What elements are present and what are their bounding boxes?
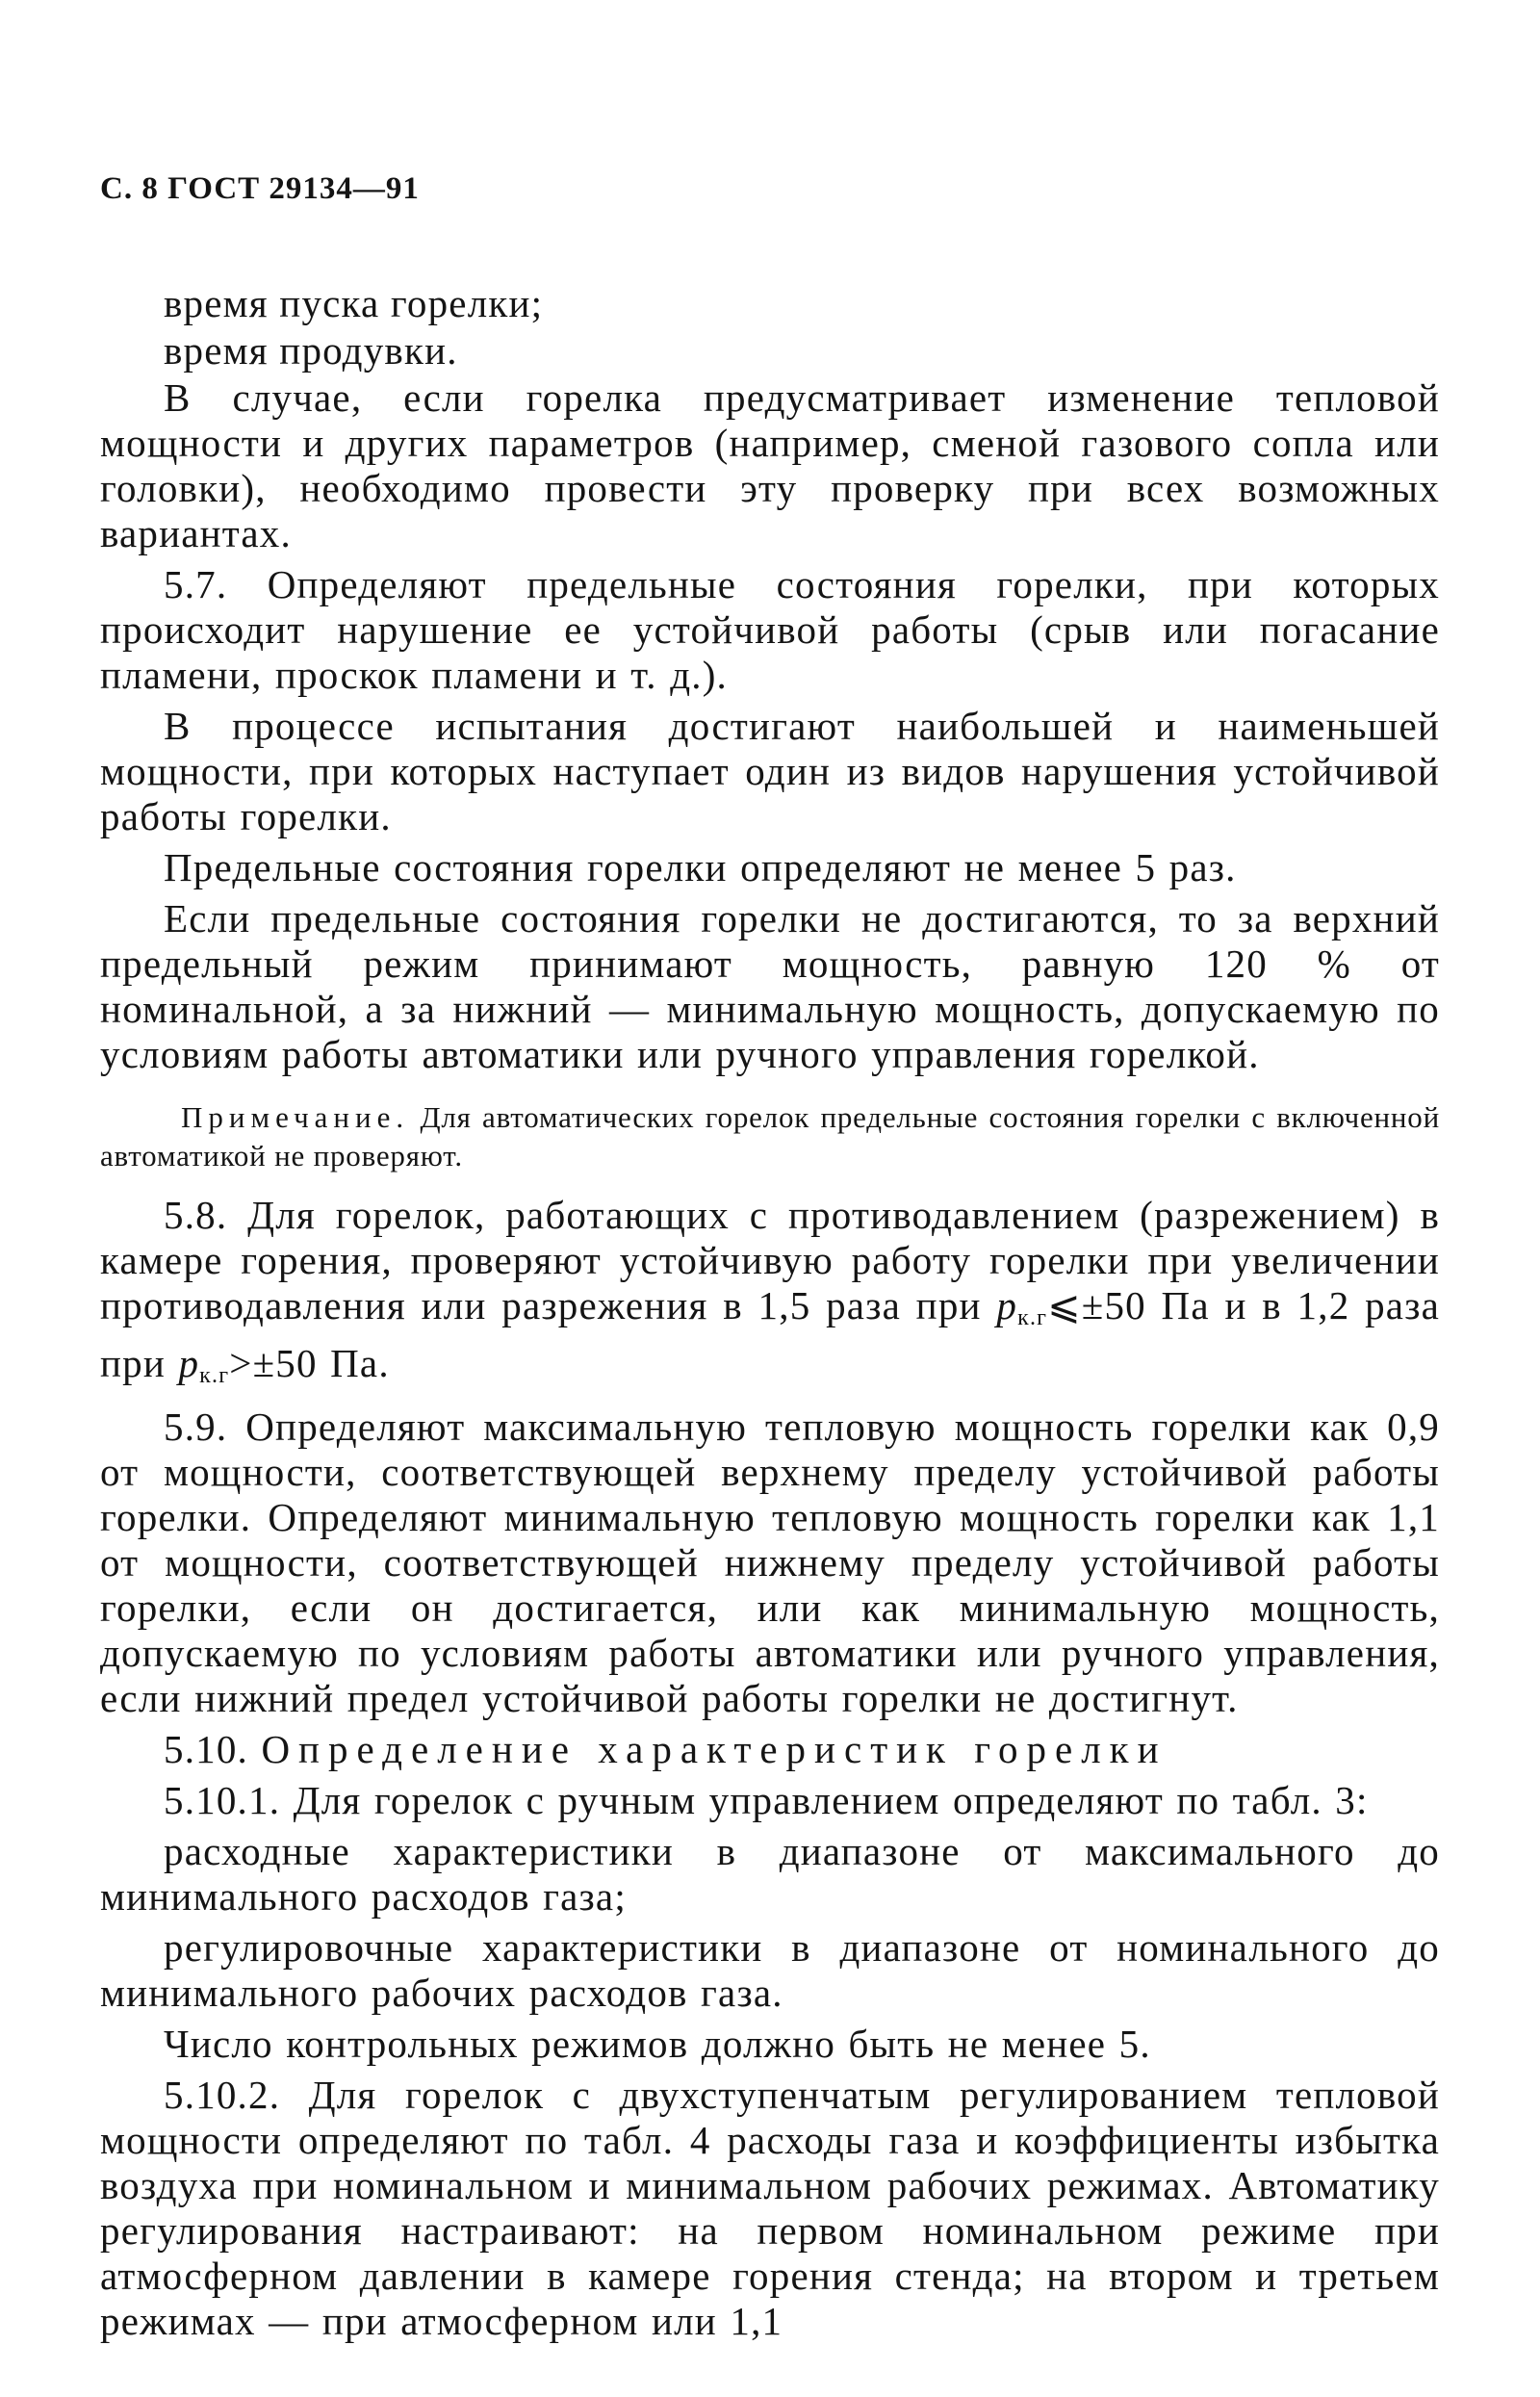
note-text: Для автоматических горелок предельные состояния горелки с включенной автоматикой не проверяют. bbox=[100, 1100, 1440, 1173]
item-flow-characteristics: расходные характеристики в диапазоне от максимального до минимального расходов газа; bbox=[100, 1829, 1440, 1919]
paragraph-5-10-2: 5.10.2. Для горелок с двухступенчатым регулированием тепловой мощности определяют по табл. 4 расходы газа и коэффициенты избытка воздуха при номинальном и минимальном рабочих режимах. Автоматику регулирования настраивают: на первом номинальном режиме при атмосферном давлении в камере горения стенда; на втором и третьем режимах — при атмосферном или 1,1 bbox=[100, 2073, 1440, 2343]
note-label: Примечание. bbox=[181, 1100, 410, 1134]
section-5-10-number: 5.10. bbox=[164, 1727, 248, 1771]
p58-sub-2: к.г bbox=[199, 1363, 230, 1388]
page-header: С. 8 ГОСТ 29134—91 bbox=[100, 171, 420, 206]
paragraph-5-10-1: 5.10.1. Для горелок с ручным управлением определяют по табл. 3: bbox=[164, 1778, 1369, 1822]
paragraph-5-7: 5.7. Определяют предельные состояния горелки, при которых происходит нарушение ее устойчивой работы (срыв или погасание пламени, проскок пламени и т. д.). bbox=[100, 562, 1440, 697]
p58-symbol-2: p bbox=[178, 1341, 200, 1385]
section-5-10-title: Определение характеристик горелки bbox=[261, 1727, 1168, 1771]
paragraph-variants: В случае, если горелка предусматривает изменение тепловой мощности и других параметров (например, сменой газового сопла или головки), необходимо провести эту проверку при всех возможных вариантах. bbox=[100, 375, 1440, 555]
p58-symbol-1: p bbox=[996, 1283, 1018, 1327]
paragraph-test-limits: В процессе испытания достигают наибольшей и наименьшей мощности, при которых наступает один из видов нарушения устойчивой работы горелки. bbox=[100, 704, 1440, 838]
section-5-10-heading bbox=[100, 1727, 1440, 1772]
p58-sub-1: к.г bbox=[1017, 1305, 1048, 1330]
p58-cond-2: >±50 Па. bbox=[229, 1341, 390, 1385]
item-control-modes: Число контрольных режимов должно быть не менее 5. bbox=[164, 2022, 1151, 2066]
paragraph-5-8 bbox=[100, 1193, 1440, 1399]
paragraph-repeat-count: Предельные состояния горелки определяют не менее 5 раз. bbox=[164, 845, 1237, 889]
paragraph-upper-limit: Если предельные состояния горелки не достигаются, то за верхний предельный режим принимают мощность, равную 120 % от номинальной, а за нижний — минимальную мощность, допускаемую по условиям работы автоматики или ручного управления горелкой. bbox=[100, 896, 1440, 1076]
p58-text: 5.8. Для горелок, работающих с противодавлением (разрежением) в камере горения, проверяют устойчивую работу горелки при увеличении противодавления или разрежения в 1,5 раза при bbox=[100, 1193, 1440, 1327]
p58-cond-1: ⩽±50 Па и в 1,2 раза при bbox=[100, 1283, 1440, 1385]
list-line-purge-time: время продувки. bbox=[164, 328, 458, 373]
paragraph-5-9: 5.9. Определяют максимальную тепловую мощность горелки как 0,9 от мощности, соответствующей верхнему пределу устойчивой работы горелки. Определяют минимальную тепловую мощность горелки как 1,1 от мощности, соответствующей нижнему пределу устойчивой работы горелки, если он достигается, или как минимальную мощность, допускаемую по условиям работы автоматики или ручного управления, если нижний предел устойчивой работы горелки не достигнут. bbox=[100, 1405, 1440, 1720]
note bbox=[100, 1098, 1440, 1175]
item-regulating-characteristics: регулировочные характеристики в диапазоне от номинального до минимального рабочих расходов газа. bbox=[100, 1925, 1440, 2015]
list-line-start-time: время пуска горелки; bbox=[164, 281, 544, 325]
